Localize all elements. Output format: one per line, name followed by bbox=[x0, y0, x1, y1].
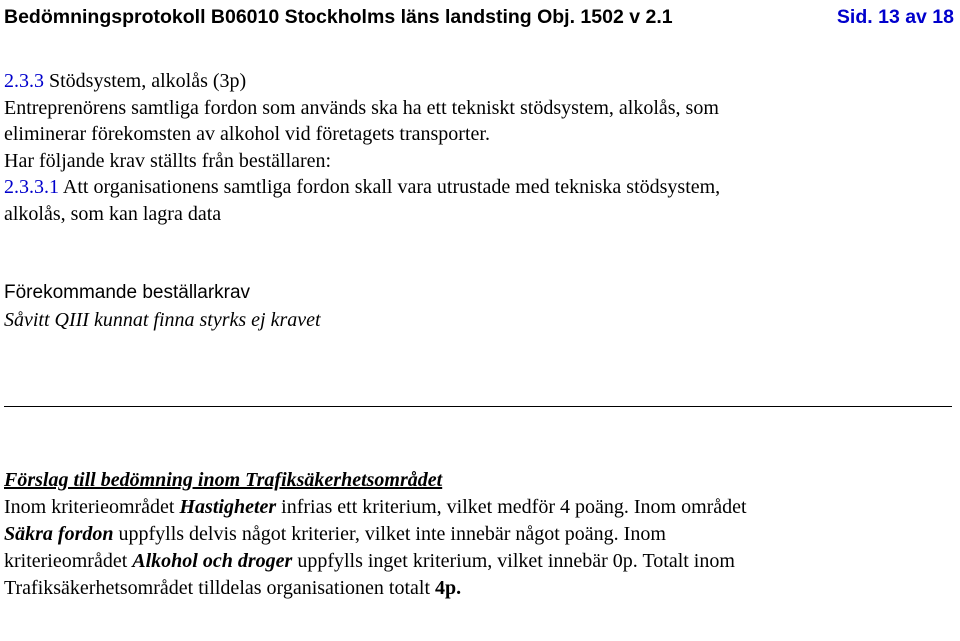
assessment-text: uppfylls inget kriterium, vilket innebär 0p. Totalt inom bbox=[292, 550, 735, 572]
total-score: 4p. bbox=[435, 577, 462, 599]
assessment-title: Förslag till bedömning inom Trafiksäkerhetsområdet bbox=[4, 469, 443, 491]
spacer bbox=[4, 254, 954, 281]
requirement-line-2: alkolås, som kan lagra data bbox=[4, 202, 222, 225]
assessment-line-3 bbox=[4, 548, 954, 575]
requirement-number-link[interactable]: 2.3.3.1 bbox=[4, 176, 59, 198]
assessment-text: Trafiksäkerhetsområdet tilldelas organisationen totalt bbox=[4, 577, 436, 599]
section-body bbox=[4, 68, 954, 333]
section-heading-text: Stödsystem, alkolås (3p) bbox=[49, 70, 247, 92]
criterion-alcohol-drugs: Alkohol och droger bbox=[132, 550, 293, 572]
section-heading bbox=[4, 68, 954, 95]
section-number-link[interactable]: 2.3.3 bbox=[4, 70, 44, 92]
description-line-1: Entreprenörens samtliga fordon som används ska ha ett tekniskt stödsystem, alkolås, som bbox=[4, 96, 719, 119]
assessment-section bbox=[4, 467, 954, 602]
orderer-requirements-note: Såvitt QIII kunnat finna styrks ej kravet bbox=[4, 308, 321, 331]
assessment-line-1 bbox=[4, 494, 954, 521]
page-header bbox=[4, 6, 954, 34]
assessment-text: uppfylls delvis något kriterier, vilket inte innebär något poäng. Inom bbox=[113, 523, 666, 545]
page-number-link[interactable]: Sid. 13 av 18 bbox=[836, 6, 954, 28]
assessment-text: kriterieområdet bbox=[4, 550, 133, 572]
criterion-speeds: Hastigheter bbox=[179, 496, 277, 518]
orderer-requirements-label: Förekommande beställarkrav bbox=[4, 282, 251, 303]
spacer bbox=[4, 227, 954, 254]
requirement-line-1 bbox=[4, 174, 954, 201]
assessment-text: infrias ett kriterium, vilket medför 4 poäng. Inom området bbox=[276, 496, 747, 518]
assessment-line-4 bbox=[4, 575, 954, 602]
assessment-text: Inom kriterieområdet bbox=[4, 496, 180, 518]
description-line-3: Har följande krav ställts från beställaren: bbox=[4, 149, 332, 172]
assessment-line-2 bbox=[4, 521, 954, 548]
document-title: Bedömningsprotokoll B06010 Stockholms läns landsting Obj. 1502 v 2.1 bbox=[4, 6, 673, 28]
divider-line bbox=[4, 406, 952, 407]
criterion-safe-vehicles: Säkra fordon bbox=[4, 523, 114, 545]
description-line-2: eliminerar förekomsten av alkohol vid företagets transporter. bbox=[4, 123, 490, 145]
requirement-text-1: Att organisationens samtliga fordon skall vara utrustade med tekniska stödsystem, bbox=[59, 176, 721, 198]
